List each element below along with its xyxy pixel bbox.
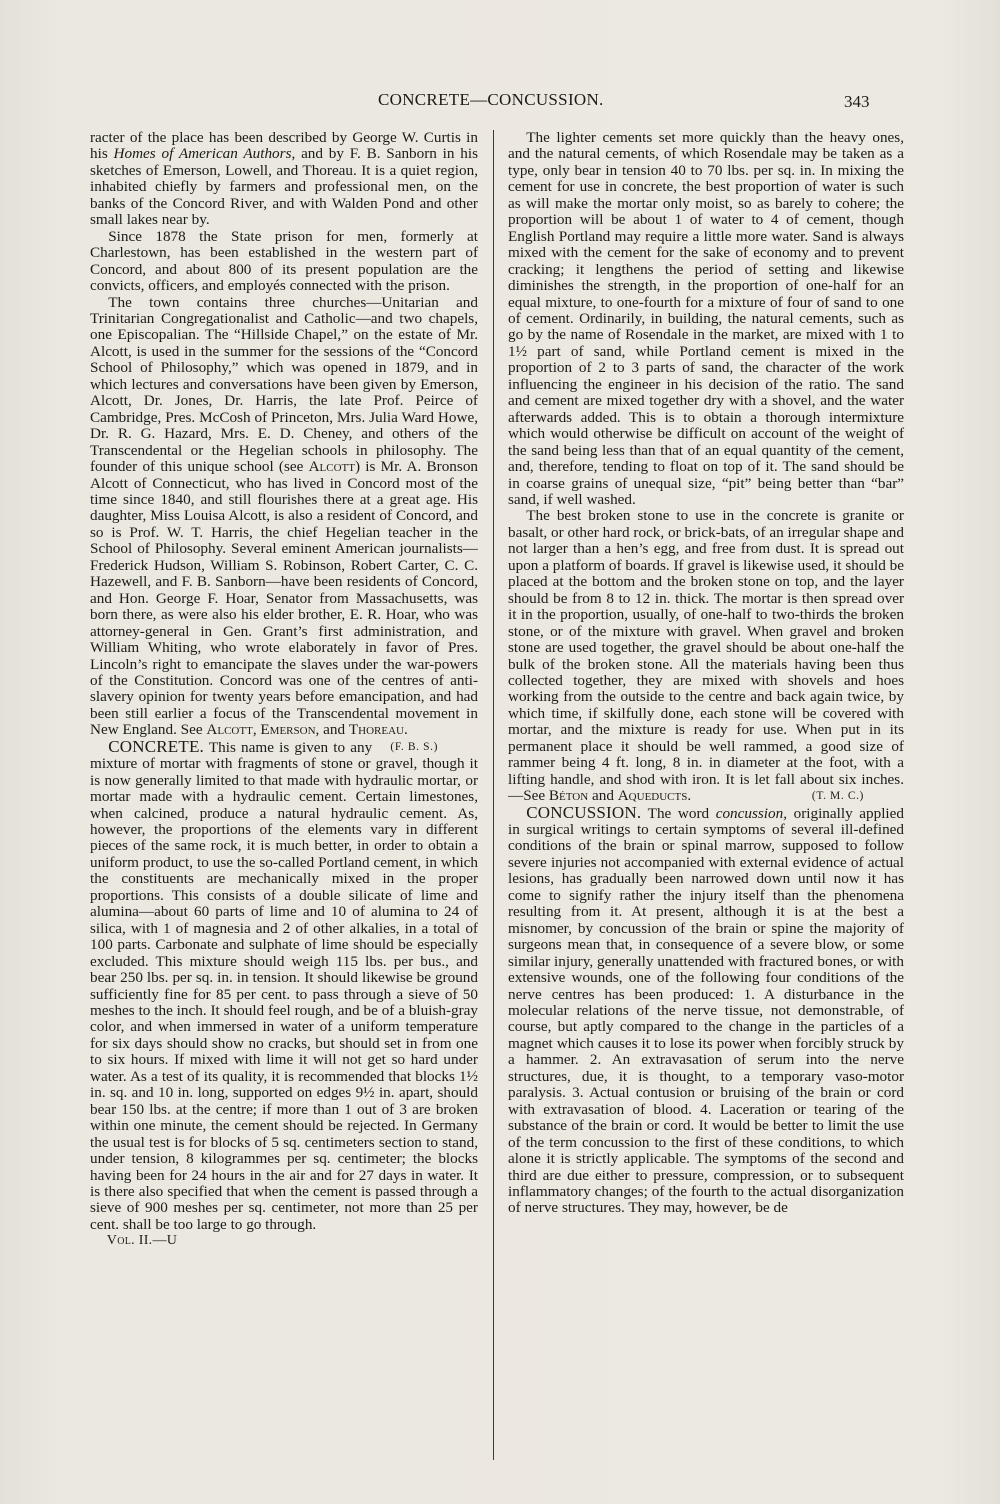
- running-head: CONCRETE—CONCUSSION.: [378, 90, 604, 109]
- paragraph-concord-character: [90, 130, 478, 229]
- headword: CONCUSSION.: [526, 802, 642, 822]
- cross-reference: Béton: [548, 787, 589, 805]
- text: and by F. B. Sanborn in his sketches of Emerson, Lowell, and Thoreau. It is a quiet region, inhabited chiefly by farmers and professional men, on the banks of the Concord River, and with Walden Pond and other small lakes near by.: [90, 145, 479, 229]
- cross-reference: Alcott, Emerson,: [206, 721, 320, 739]
- term: concussion,: [715, 804, 788, 822]
- paragraph-state-prison: Since 1878 the State prison for men, formerly at Charlestown, has been established in the western part of Concord, and about 800 of its present population are the convicts, officers, and employés connected with the prison.: [90, 227, 478, 295]
- text: racter of the place has been described by George W. Curtis in his: [90, 129, 478, 163]
- paragraph-lighter-cements: The lighter cements set more quickly than the heavy ones, and the natural cements, of which Rosendale may be taken as a type, only bear in tension 40 to 70 lbs. per sq. in. In mixing the cement for use in concrete, the best proportion of water is such as will make the mortar only moist, so as barely to cohere; the proportion will be about 1 of water to 4 of cement, though English Portland may require a little more water. Sand is always mixed with the cement for the sake of economy and to prevent cracking; it lengthens the period of setting and likewise diminishes the strength, in the proportion of one-half for an equal mixture, to one-fourth for a mixture of four of sand to one of cement. Ordinarily, in building, the natural cements, such as go by the name of Rosendale in the market, are mixed with 1 to 1½ part of sand, while Portland cement is mixed in the proportion of 2 to 3 parts of sand, the character of the work influencing the engineer in his decision of the ratio. The sand and cement are mixed together dry with a shovel, and the water afterwards added. This is to obtain a thorough intermixture which would otherwise be difficult on account of the weight of the sand being less than that of an equal quantity of the cement, and, therefore, tending to float on top of it. The sand should be in coarse grains of unequal size, “pit” being better than “bar” sand, if well washed.: [508, 129, 904, 508]
- left-column: [90, 130, 478, 1250]
- paragraph-broken-stone: [508, 508, 904, 804]
- text: and: [588, 787, 618, 805]
- right-column: [508, 130, 904, 1217]
- text: ) is Mr. A. Bronson Alcott of Connecticut, who has lived in Concord most of the time since 1840, and still flourishes there at a great age. His daughter, Miss Louisa Alcott, is also a resident of Concord, and so is Prof. W. T. Harris, the chief Hegelian teacher in the School of Philosophy. Several eminent American journalists—Frederick Hudson, William S. Robinson, Robert Carter, C. C. Hazewell, and F. B. Sanborn—have been residents of Concord, and Hon. George F. Hoar, Senator from Massachusetts, was born there, as were also his elder brother, E. R. Hoar, who was attorney-general in Gen. Grant’s first administration, and William Whiting, who wrote elaborately in favor of Pres. Lincoln’s right to emancipate the slaves under the war-powers of the Constitution. Concord was one of the centres of anti-slavery opinion for twenty years before emancipation, and had been still earlier a focus of the Transcendental movement in New England. See: [90, 458, 479, 739]
- text: The word: [641, 804, 716, 822]
- book-title: Homes of American Authors,: [113, 145, 296, 163]
- cross-reference: Aqueducts.: [617, 787, 692, 805]
- text: This name is given to any mixture of mortar with fragments of stone or gravel, though it is now generally limited to that made with hydraulic mortar, or mortar made with a hydraulic cement. Certain limestones, when calcined, produce a natural hydraulic cement. As, however, the proportions of the elements vary in different pieces of the same rock, it is much better, in order to obtain a uniform product, to use the so-called Portland cement, in which the constituents are mechanically mixed in the proper proportions. This consists of a double silicate of lime and alumina—about 60 parts of lime and 10 of alumina to 24 of silica, with 1 of magnesia and 2 of other alkalies, in a total of 100 parts. Carbonate and sulphate of lime should be especially excluded. This mixture should weigh 115 lbs. per bus., and bear 250 lbs. per sq. in. in tension. It should likewise be ground sufficiently fine for 85 per cent. to pass through a sieve of 50 meshes to the inch. It should feel rough, and be of a bluish-gray color, and when immersed in water of a uniform temperature for six days should show no cracks, but should set in from one to six hours. If mixed with lime it will not get so hard under water. As a test of its quality, it is recommended that blocks 1½ in. sq. and 10 in. long, supported on edges 9½ in. apart, should bear 150 lbs. at the centre; if more than 1 out of 3 are broken within one minute, the cement should be rejected. In Germany the usual test is for blocks of 5 sq. centimeters section to stand, under tension, 8 kilogrammes per sq. centimeter; the blocks having been for 24 hours in the air and for 27 days in water. It is there also specified that when the cement is passed through a sieve of 900 meshes per sq. centimeter, not more than 25 per cent. shall be too large to go through.: [90, 738, 478, 1233]
- text: The town contains three churches—Unitarian and Trinitarian Congregationalist and Catholic—and two chapels, one Episcopalian. The “Hillside Chapel,” on the estate of Mr. Alcott, is used in the summer for the sessions of the “Concord School of Philosophy,” which was opened in 1879, and in which lectures and conversations have been given by Emerson, Alcott, Dr. Jones, Dr. Harris, the late Prof. Peirce of Cambridge, Pres. McCosh of Princeton, Mrs. Julia Ward Howe, Dr. R. G. Hazard, Mrs. E. D. Cheney, and others of the Transcendental or the Hegelian schools in philosophy. The founder of this unique school (see: [90, 293, 478, 476]
- cross-reference: Thoreau.: [348, 721, 408, 739]
- headword: CONCRETE.: [108, 736, 205, 756]
- author-initials: (F. B. S.): [390, 740, 438, 753]
- text: and: [319, 721, 349, 739]
- cross-reference: Alcott: [308, 458, 356, 476]
- author-initials: (T. M. C.): [811, 790, 864, 803]
- entry-concrete: [90, 736, 478, 1234]
- text: The best broken stone to use in the concrete is granite or basalt, or other hard rock, or brick-bats, of an irregular shape and not larger than a hen’s egg, and free from dust. It is spread out upon a platform of boards. If gravel is likewise used, it should be placed at the bottom and the broken stone on top, and the layer should be from 8 to 12 in. thick. The mortar is then spread over it in the proportion, usually, of one-half to two-thirds the broken stone, or of the mixture with gravel. When gravel and broken stone are used together, the gravel should be about one-half the bulk of the broken stone. All the materials having been thus collected together, they are mixed with shovels and hoes working from the outside to the centre and back again twice, by which time, if skilfully done, each stone will be covered with mortar, and the mixture is ready for use. When put in its permanent place it should be well rammed, a good size of rammer being 4 ft. long, 8 in. in diameter at the foot, with a lifting handle, and shod with iron. It is let fall about six inches.—See: [508, 507, 904, 805]
- text: originally applied in surgical writings to certain symptoms of several ill-defined conditions of the brain or spinal marrow, supposed to follow severe injuries not accompanied with external evidence of actual lesions, has gradually been narrowed down until now it has come to signify rather the injury itself than the phenomena resulting from it. At present, although it is at the best a misnomer, by concussion of the brain or spine the majority of surgeons mean that, in consequence of a severe blow, or some similar injury, generally unattended with fractured bones, or with extensive wounds, one of the following four conditions of the nerve centres has been produced: 1. A disturbance in the molecular relations of the nerve tissue, not demonstrable, of course, but aptly compared to the change in the particles of a magnet which causes it to lose its power when forcibly struck by a hammer. 2. An extravasation of serum into the nerve structures, due, it is thought, to a temporary vaso-motor paralysis. 3. Actual contusion or bruising of the brain or cord with extravasation of blood. 4. Laceration or tearing of the substance of the brain or cord. It would be better to limit the use of the term concussion to the first of these conditions, to which alone it is strictly applicable. The symptoms of the second and third are due either to pressure, compression, or to subsequent inflammatory changes; of the fourth to the actual disorganization of nerve structures. They may, however, be de: [508, 804, 904, 1217]
- column-rule: [493, 130, 494, 1460]
- page-header: [0, 90, 1000, 116]
- entry-concussion: [508, 802, 904, 1217]
- signature-mark: Vol. II.—U: [106, 1233, 178, 1249]
- page-number: 343: [844, 92, 870, 111]
